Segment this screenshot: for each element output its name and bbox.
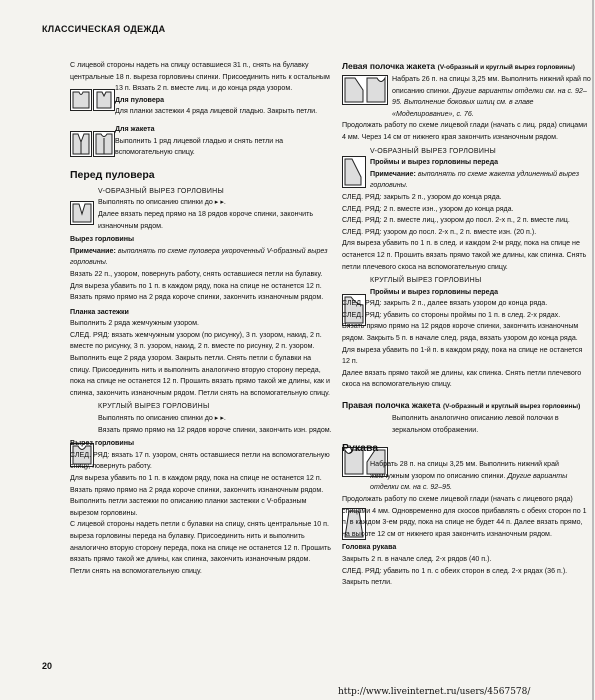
paragraph: Выполнить еще 2 ряда узором. Закрыть петли. Снять петли с булавки на спицу. Присоединить нить и выполнить аналогично вторую сторону переда, пока на спице не останется 12 п. Прошить вязать прямо такой же длины, как и спинка, закончить изнаночным рядом. Петли снять на вспомогательную спицу. — [70, 354, 330, 397]
paragraph: Выполнить аналогично описанию левой полочки в зеркальном отображении. — [392, 414, 559, 434]
paragraph: СЛЕД. РЯД: убавить со стороны проймы по 1 п. в след. 2-х рядах. — [342, 310, 561, 319]
paragraph: Вязать 22 п., узором, повернуть работу, снять оставшиеся петли на булавку. — [70, 269, 323, 278]
note-text: выполнять по схеме жакета удлиненный вырез горловины. — [370, 169, 580, 190]
paragraph: СЛЕД. РЯД: закрыть 2 п., далее вязать узором до конца ряда. — [342, 299, 548, 308]
paragraph: Продолжать работу по схеме лицевой глади (начать с лицевого ряда) спицами 4 мм. Одновременно для скосов прибавлять с обеих сторон по 1 п. в каждом 3-ем ряду, пока на спице не будет 44 п. Далее вязать прямо, на высоте 12 см от нижнего края закончить изнаночным рядом. — [342, 495, 587, 538]
paragraph: Вязать прямо прямо на 2 ряда короче спинки, закончить изнаночным рядом. — [70, 293, 324, 302]
paragraph: Для планки застежки 4 ряда лицевой гладью. Закрыть петли. — [115, 107, 318, 116]
paragraph: С лицевой стороны надеть петли с булавки на спицу, снять центральные 10 п. выреза горловины переда на булавку. Присоединить нить и выполнить аналогично вторую сторону переда, пока на спице не останется 12 п. Прошить вязать прямо такой же длины, как спинка, закончить изнаночным рядом. Петли снять на вспомогательную спицу. — [70, 520, 331, 575]
paragraph: Для выреза убавить по 1 п. в каждом ряду, пока на спице не останется 12 п. — [70, 281, 322, 290]
paragraph: Вязать прямо прямо на 12 рядов короче спинки, закончить изн. рядом. — [98, 425, 332, 434]
note-text: выполнять по схеме пуловера укороченный V-образный вырез горловины. — [70, 246, 328, 267]
paragraph: СЛЕД. РЯД: вязать 17 п. узором, снять оставшиеся петли на вспомогательную спицу, повернуть работу. — [70, 450, 330, 471]
note-label: Примечание: — [370, 169, 416, 178]
subsection-title: V-ОБРАЗНЫЙ ВЫРЕЗ ГОРЛОВИНЫ — [98, 187, 225, 195]
paragraph: Выполнить 2 ряда жемчужным узором. — [70, 319, 199, 328]
section-title: Правая полочка жакета (V-образный и круглый вырез горловины) — [342, 400, 581, 411]
subsection-title: КРУГЛЫЙ ВЫРЕЗ ГОРЛОВИНЫ — [98, 403, 210, 411]
section-header: КЛАССИЧЕСКАЯ ОДЕЖДА — [42, 24, 166, 34]
paragraph: Продолжать работу по схеме лицевой глади (начать с лиц. ряда) спицами 4 мм. Через 14 см от нижнего края закончить изнаночным рядом. — [342, 121, 588, 141]
paragraph: Выполнить 1 ряд лицевой гладью и снять петли на вспомогательную спицу. — [115, 136, 284, 157]
subheading: Вырез горловины — [70, 439, 135, 448]
paragraph: Далее вязать перед прямо на 18 рядов короче спинки, закончить изнаночным рядом. — [98, 209, 314, 230]
subheading: Головка рукава — [342, 543, 397, 552]
paragraph: Закрыть 2 п. в начале след. 2-х рядов (40 п.). — [342, 554, 492, 563]
paragraph: 13 п. Вязать 2 п. вместе лиц. и до конца ряда узором. — [115, 84, 293, 93]
subheading: Вырез горловины — [70, 235, 135, 244]
paragraph: Набрать 28 п. на спицы 3,25 мм. Выполнить нижний край жемчужным узором по описанию спинки. Другие варианты отделки см. на с. 92–95. — [370, 460, 568, 492]
subheading: Проймы и вырез горловины переда — [370, 287, 499, 296]
paragraph: Выполнять по описанию спинки до ▸ ▸. — [98, 414, 226, 423]
section-title: Левая полочка жакета (V-образный и круглый вырез горловины) — [342, 61, 575, 71]
paragraph: Для выреза убавить по 1-й п. в каждом ряду, пока на спице не останется 12 п. — [342, 345, 583, 366]
paragraph: Для выреза убавить по 1 п. в след. и каждом 2-м ряду, пока на спице не останется 12 п. Прошить вязать прямо такой же длины, как спинка. Снять петли плечевого скоса на вспомогательную спицу. — [342, 239, 587, 271]
note-label: Примечание: — [70, 246, 116, 255]
paragraph: СЛЕД. РЯД: вязать жемчужным узором (по рисунку), 3 п. узором, накид, 2 п. вместе по рисунку, 3 п. узором, накид, 2 п. вместе по рисунку, 2 п. узором. — [70, 330, 322, 351]
paragraph: Вязать прямо прямо на 12 рядов короче спинки, закончить изнаночным рядом. Закрыть 5 п. в начале след. ряда, вязать узором до конца ряда. — [342, 322, 579, 343]
right-column — [342, 60, 591, 589]
subsection-title: V-ОБРАЗНЫЙ ВЫРЕЗ ГОРЛОВИНЫ — [370, 147, 497, 155]
section-title: Перед пуловера — [70, 168, 155, 181]
paragraph: СЛЕД. РЯД: узором до посл. 2-х п., 2 п. вместе изн. (20 п.). — [342, 227, 537, 236]
subheading: Для пуловера — [115, 95, 165, 104]
page-number: 20 — [42, 661, 53, 671]
paragraph: Закрыть петли. — [342, 578, 393, 587]
paragraph: СЛЕД. РЯД: закрыть 2 п., узором до конца ряда. — [342, 192, 502, 201]
paragraph: СЛЕД. РЯД: 2 п. вместе изн., узором до конца ряда. — [342, 204, 514, 213]
paragraph: СЛЕД. РЯД: убавить по 1 п. с обеих сторон в след. 2-х рядах (36 п.). — [342, 566, 568, 575]
paragraph: СЛЕД. РЯД: 2 п. вместе лиц., узором до посл. 2-х п., 2 п. вместе лиц. — [342, 216, 570, 225]
subheading: Планка застежки — [70, 307, 129, 316]
subheading: Проймы и вырез горловины переда — [370, 158, 499, 167]
paragraph: Для выреза убавить по 1 п. в каждом ряду, пока на спице не останется 12 п. Вязать прямо прямо на 2 ряда короче спинки, закончить изнаночным рядом. — [70, 474, 324, 494]
left-column — [70, 60, 332, 577]
subsection-title: КРУГЛЫЙ ВЫРЕЗ ГОРЛОВИНЫ — [370, 277, 482, 285]
paragraph: Выполнять по описанию спинки до ▸ ▸. — [98, 198, 226, 207]
section-title: Рукава — [342, 442, 379, 455]
paragraph: Далее вязать прямо такой же длины, как спинка. Снять петли плечевого скоса на вспомогательную спицу. — [342, 368, 582, 389]
paragraph: С лицевой стороны надеть на спицу оставшиеся 31 п., снять на булавку центральные 18 п. выреза горловины спинки. Присоединить нить к остальным — [70, 61, 330, 81]
paragraph: Выполнить петли застежки по описанию планки застежки с V-образным вырезом горловины. — [70, 497, 307, 517]
paragraph: Набрать 26 п. на спицы 3,25 мм. Выполнить нижний край по описанию спинки. Другие варианты отделки см. на с. 92–95. Выполнение боковых шлиц см. в главе «Моделирование», с. 76. — [392, 75, 591, 118]
watermark-url: http://www.liveinternet.ru/users/4567578/ — [338, 687, 531, 697]
subheading: Для жакета — [115, 124, 155, 133]
page-edge — [592, 0, 594, 700]
